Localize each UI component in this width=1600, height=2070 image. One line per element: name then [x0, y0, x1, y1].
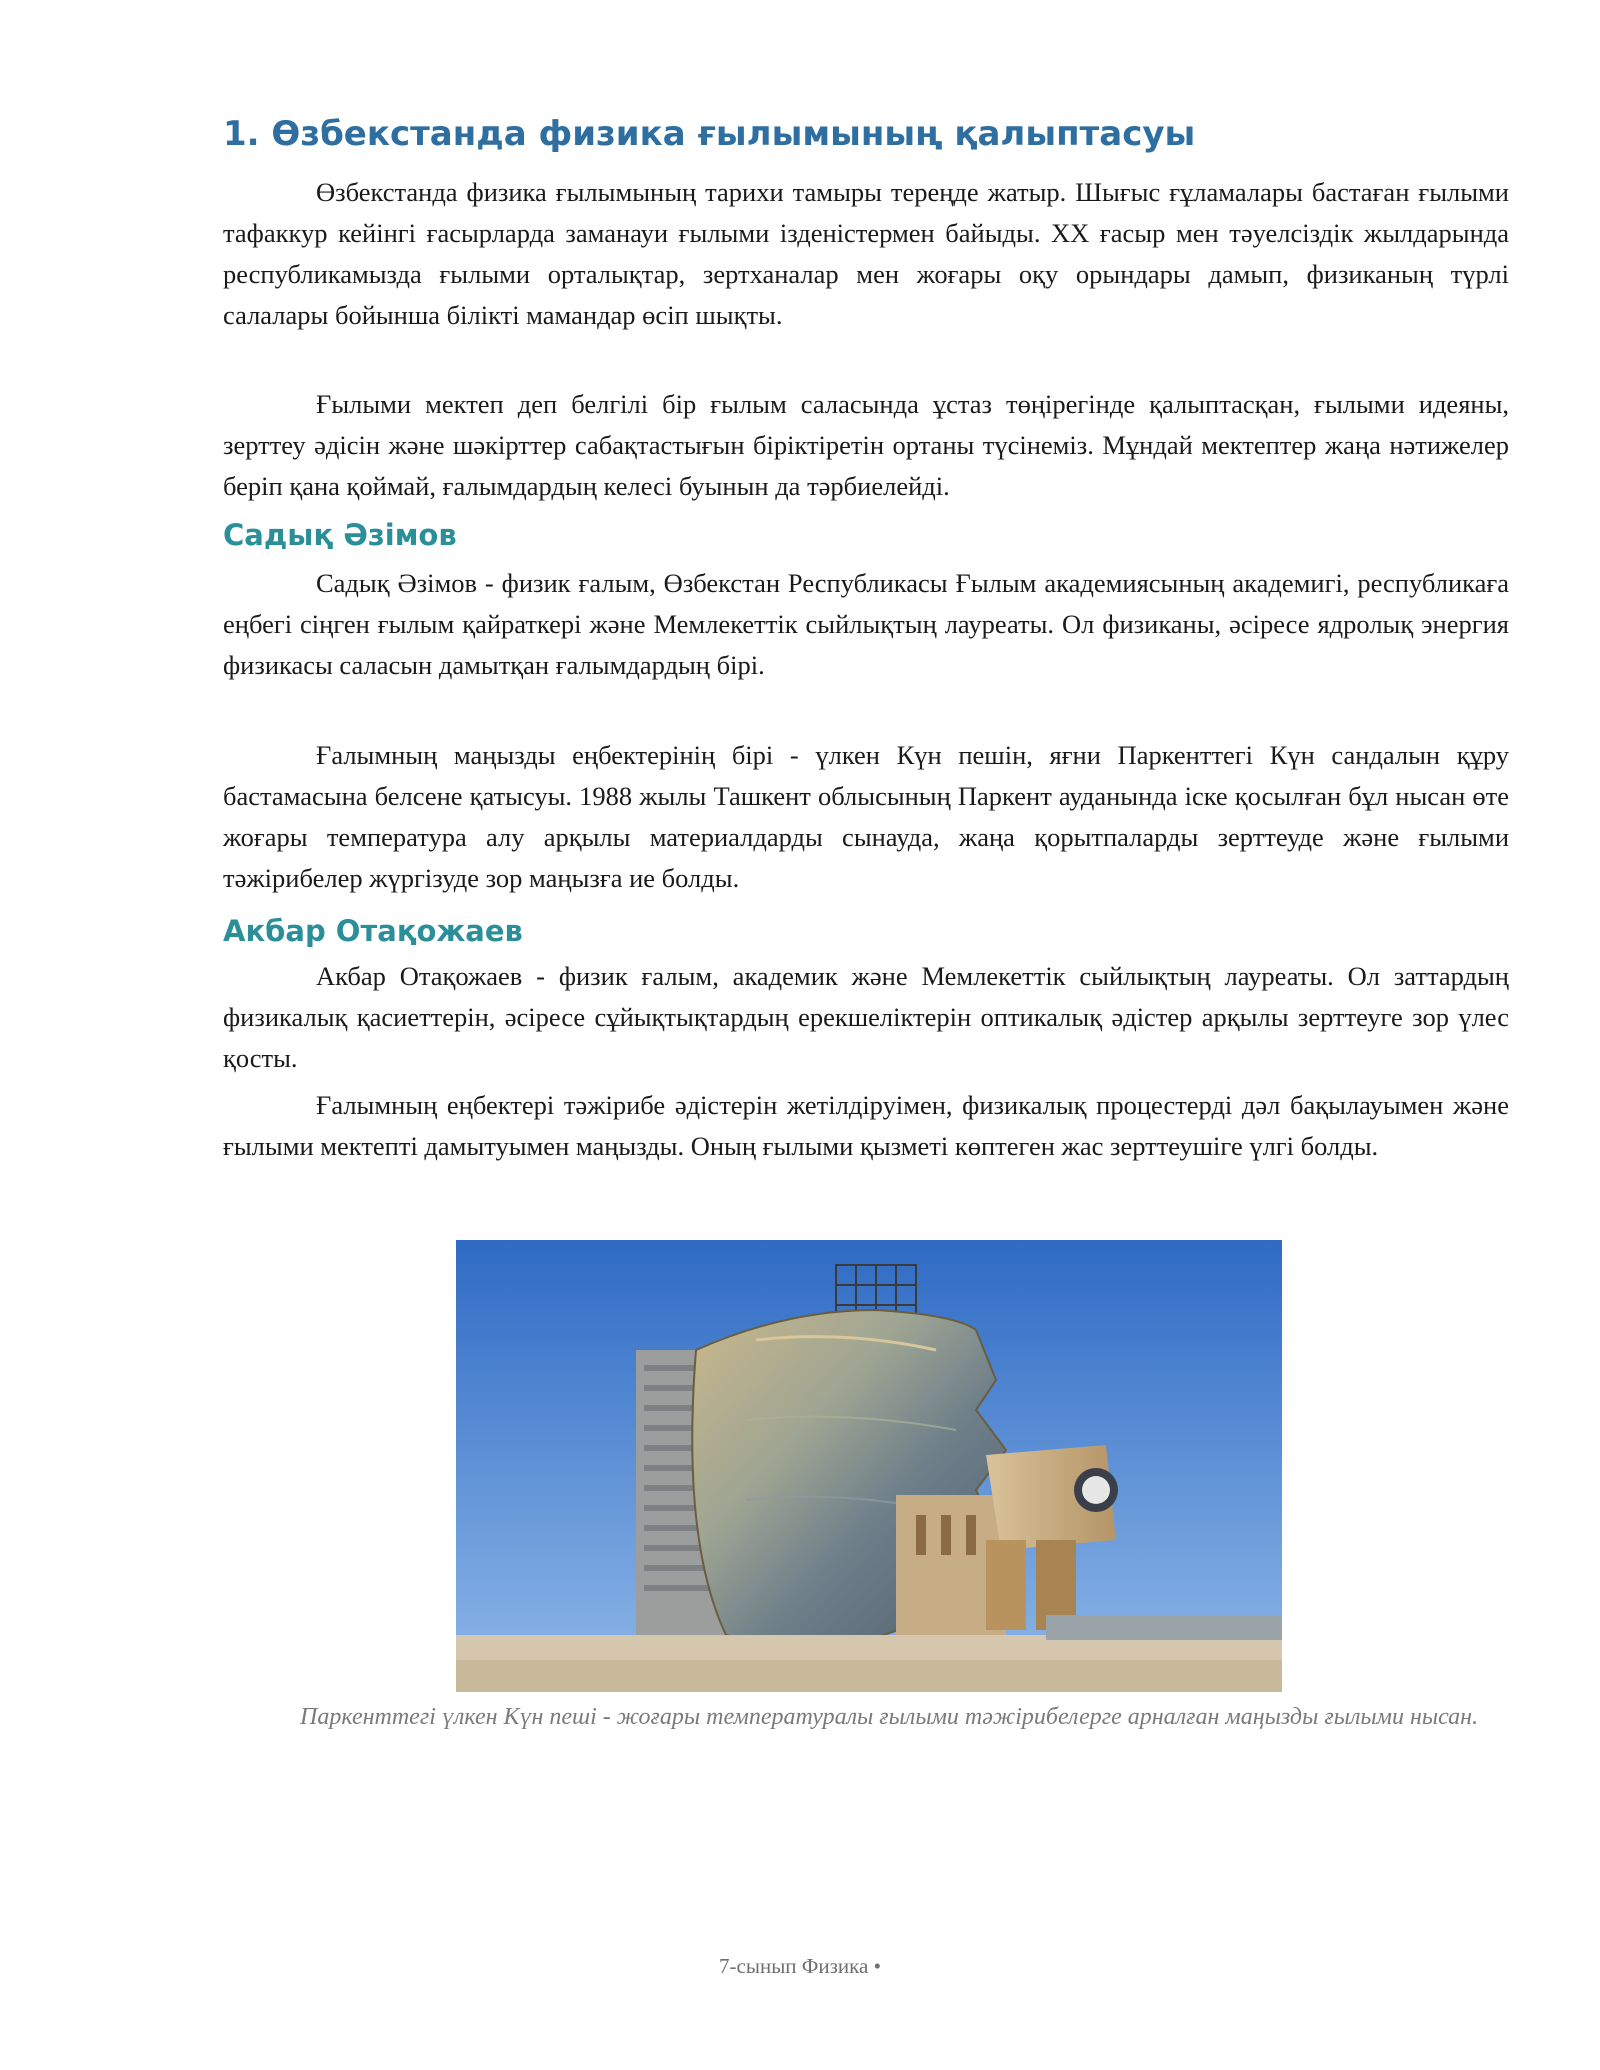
azimov-paragraph-2: Ғалымның маңызды еңбектерінің бірі - үлкен Күн пешін, яғни Паркенттегі Күн сандалын құру бастамасына белсене қатысуы. 1988 жылы Ташкент облысының Паркент ауданында іске қосылған бұл нысан өте жоғары температура алу арқылы материалдарды сынауда, жаңа қорытпаларды зерттеуде және ғылыми тәжірибелер жүргізуде зор маңызға ие болды. [223, 740, 1509, 893]
section-title: 1. Өзбекстанда физика ғылымының қалыптасуы [223, 114, 1196, 154]
otakozhaev-paragraph-1: Акбар Отақожаев - физик ғалым, академик және Мемлекеттік сыйлықтың лауреаты. Ол заттардың физикалық қасиеттерін, әсіресе сұйықтықтардың ерекшеліктерін оптикалық әдістер арқылы зерттеуге зор үлес қосты. [223, 961, 1509, 1073]
intro-paragraph-2: Ғылыми мектеп деп белгілі бір ғылым саласында ұстаз төңірегінде қалыптасқан, ғылыми идеяны, зерттеу әдісін және шәкірттер сабақтастығын біріктіретін ортаны түсінеміз. Мұндай мектептер жаңа нәтижелер беріп қана қоймай, ғалымдардың келесі буынын да тәрбиелейді. [223, 389, 1509, 501]
page-footer: 7-сынып Физика • [719, 1954, 881, 1978]
subheading-otakozhaev: Акбар Отақожаев [223, 914, 523, 948]
figure-caption: Паркенттегі үлкен Күн пеші - жоғары температуралы ғылыми тәжірибелерге арналған маңызды ғылыми нысан. [300, 1704, 1479, 1730]
intro-paragraph-1: Өзбекстанда физика ғылымының тарихи тамыры тереңде жатыр. Шығыс ғұламалары бастаған ғылыми тафаккур кейінгі ғасырларда заманауи ғылыми ізденістермен байыды. XX ғасыр мен тәуелсіздік жылдарында республикамызда ғылыми орталықтар, зертханалар мен жоғары оқу орындары дамып, физиканың түрлі салалары бойынша білікті мамандар өсіп шықты. [223, 177, 1509, 330]
solar-furnace-photo [456, 1240, 1282, 1692]
subheading-azimov: Садық Әзімов [223, 518, 457, 552]
otakozhaev-paragraph-2: Ғалымның еңбектері тәжірибе әдістерін жетілдіруімен, физикалық процестерді дәл бақылауымен және ғылыми мектепті дамытуымен маңызды. Оның ғылыми қызметі көптеген жас зерттеушіге үлгі болды. [223, 1090, 1509, 1161]
azimov-paragraph-1: Садық Әзімов - физик ғалым, Өзбекстан Республикасы Ғылым академиясының академигі, республикаға еңбегі сіңген ғылым қайраткері және Мемлекеттік сыйлықтың лауреаты. Ол физиканы, әсіресе ядролық энергия физикасы саласын дамытқан ғалымдардың бірі. [223, 568, 1509, 680]
